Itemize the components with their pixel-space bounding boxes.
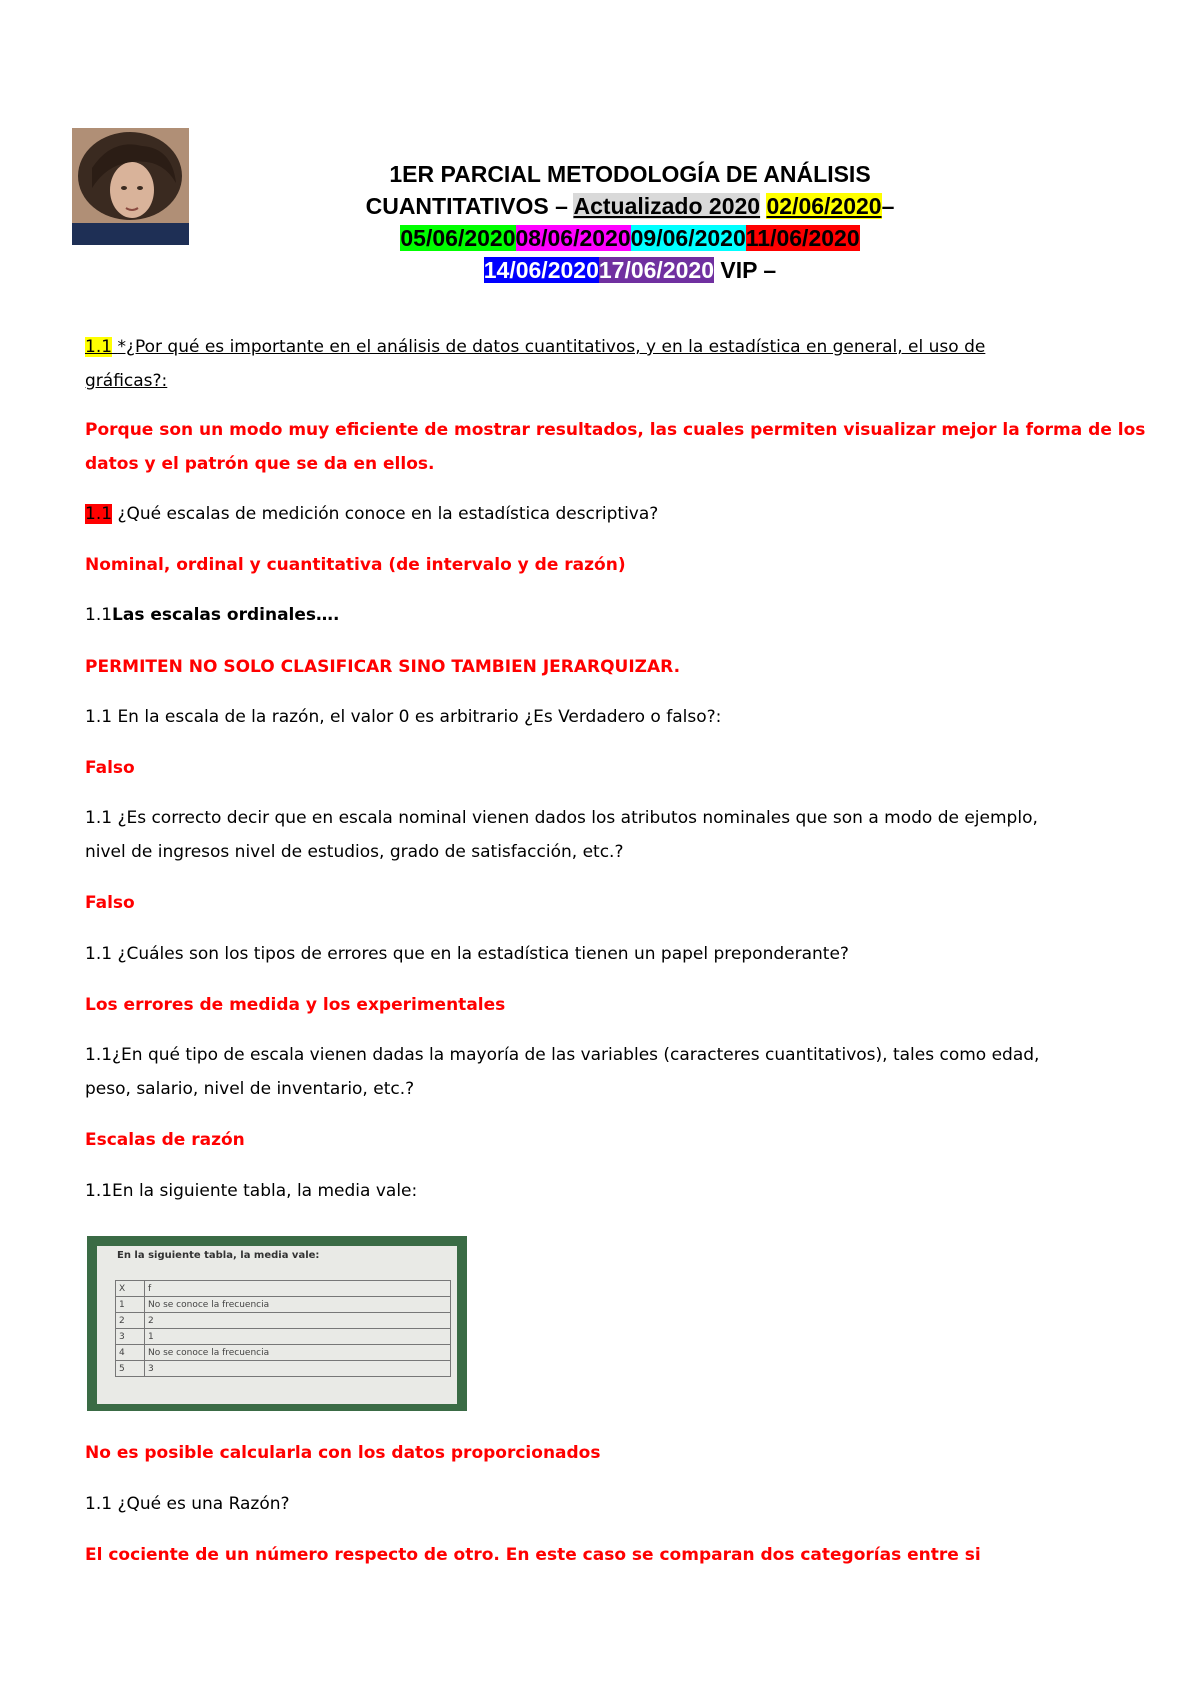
answer-5: Falso [85, 893, 135, 913]
date-highlight-red: 11/06/2020 [745, 225, 860, 251]
table-cell: 2 [116, 1313, 145, 1329]
answer-7: Escalas de razón [85, 1130, 245, 1150]
question-number: 1.1 [85, 504, 113, 524]
table-header-row [116, 1281, 451, 1297]
table-photo-title: En la siguiente tabla, la media vale: [117, 1250, 320, 1261]
table-cell: 5 [116, 1361, 145, 1377]
title-text: 1ER PARCIAL METODOLOGÍA DE ANÁLISIS [389, 161, 871, 187]
answer-8: No es posible calcularla con los datos proporcionados [85, 1443, 601, 1463]
table-cell: No se conoce la frecuencia [145, 1345, 451, 1361]
date-highlight-purple: 17/06/2020 [598, 257, 714, 283]
question-6: 1.1 ¿Cuáles son los tipos de errores que en la estadística tienen un papel preponderante? [85, 944, 849, 964]
title-line-2 [230, 190, 1030, 222]
question-text: gráficas?: [85, 371, 168, 391]
question-text: Las escalas ordinales…. [112, 605, 340, 625]
table-row [116, 1297, 451, 1313]
question-8: 1.1En la siguiente tabla, la media vale: [85, 1181, 418, 1201]
question-9: 1.1 ¿Qué es una Razón? [85, 1494, 290, 1514]
question-7-cont: peso, salario, nivel de inventario, etc.? [85, 1079, 415, 1099]
date-highlight-blue: 14/06/2020 [483, 257, 599, 283]
table-cell: 1 [116, 1297, 145, 1313]
table-row [116, 1361, 451, 1377]
table-cell: 2 [145, 1313, 451, 1329]
question-3 [85, 598, 1125, 632]
table-cell: 3 [116, 1329, 145, 1345]
question-7: 1.1¿En qué tipo de escala vienen dadas la mayoría de las variables (caracteres cuantitativos), tales como edad, [85, 1045, 1040, 1065]
question-text: ¿Qué escalas de medición conoce en la estadística descriptiva? [117, 504, 659, 524]
answer-9: El cociente de un número respecto de otro. En este caso se comparan dos categorías entre si [85, 1545, 981, 1565]
answer-3: PERMITEN NO SOLO CLASIFICAR SINO TAMBIEN JERARQUIZAR. [85, 657, 681, 677]
question-5-cont: nivel de ingresos nivel de estudios, grado de satisfacción, etc.? [85, 842, 624, 862]
question-text: *¿Por qué es importante en el análisis de datos cuantitativos, y en la estadística en general, el uso de [117, 337, 986, 357]
question-2 [85, 497, 1125, 531]
title-text-cont: CUANTITATIVOS – [365, 193, 574, 219]
answer-6: Los errores de medida y los experimentales [85, 995, 506, 1015]
title-line-1 [230, 158, 1030, 190]
date-highlight-magenta: 08/06/2020 [515, 225, 631, 251]
frequency-table [115, 1280, 451, 1377]
question-number: 1.1 [85, 337, 113, 357]
vip-label: VIP – [714, 257, 777, 283]
date-highlight-cyan: 09/06/2020 [630, 225, 746, 251]
table-photo [87, 1236, 467, 1411]
table-cell: 3 [145, 1361, 451, 1377]
profile-photo [72, 128, 189, 245]
answer-1: Porque son un modo muy eficiente de mostrar resultados, las cuales permiten visualizar mejor la forma de los [85, 420, 1146, 440]
question-4: 1.1 En la escala de la razón, el valor 0 es arbitrario ¿Es Verdadero o falso?: [85, 707, 722, 727]
question-1 [85, 330, 1125, 364]
question-number: 1.1 [85, 605, 113, 625]
document-title [230, 158, 1030, 286]
answer-1-cont: datos y el patrón que se da en ellos. [85, 454, 435, 474]
dash: – [881, 193, 895, 219]
updated-label: Actualizado 2020 [573, 193, 761, 219]
answer-4: Falso [85, 758, 135, 778]
table-cell: 1 [145, 1329, 451, 1345]
table-header-cell: f [145, 1281, 451, 1297]
date-highlight-yellow: 02/06/2020 [766, 193, 882, 219]
question-1-cont [85, 364, 1125, 398]
table-row [116, 1313, 451, 1329]
table-cell: 4 [116, 1345, 145, 1361]
title-line-4 [230, 254, 1030, 286]
table-row [116, 1329, 451, 1345]
question-5: 1.1 ¿Es correcto decir que en escala nominal vienen dados los atributos nominales que son a modo de ejemplo, [85, 808, 1038, 828]
table-header-cell: X [116, 1281, 145, 1297]
table-cell: No se conoce la frecuencia [145, 1297, 451, 1313]
title-line-3 [230, 222, 1030, 254]
answer-2: Nominal, ordinal y cuantitativa (de intervalo y de razón) [85, 555, 626, 575]
table-row [116, 1345, 451, 1361]
date-highlight-green: 05/06/2020 [400, 225, 516, 251]
table-photo-paper [97, 1246, 457, 1404]
